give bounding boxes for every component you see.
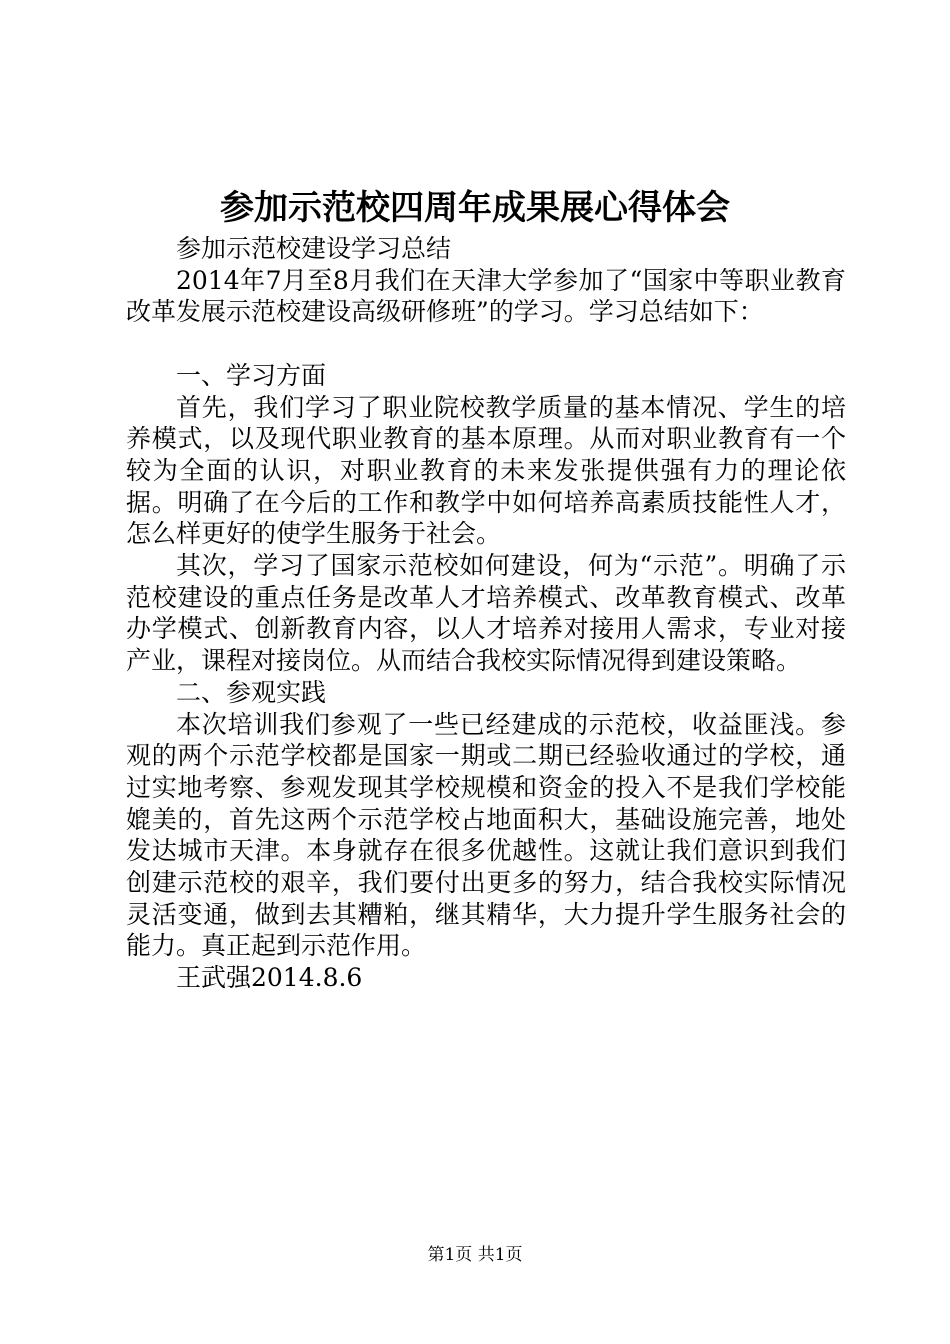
document-title: 参加示范校四周年成果展心得体会 xyxy=(220,188,730,228)
section-2-heading: 二、参观实践 xyxy=(176,677,327,707)
section-1-heading: 一、学习方面 xyxy=(176,360,327,390)
intro-paragraph: 2014年7月至8月我们在天津大学参加了“国家中等职业教育改革发展示范校建设高级研修班”的学习。学习总结如下： xyxy=(126,265,846,327)
section-1-paragraph-1: 首先，我们学习了职业院校教学质量的基本情况、学生的培养模式，以及现代职业教育的基本原理。从而对职业教育有一个较为全面的认识，对职业教育的未来发张提供强有力的理论依据。明确了在今后的工作和教学中如何培养高素质技能性人才，怎么样更好的使学生服务于社会。 xyxy=(126,392,846,549)
section-1-paragraph-2: 其次，学习了国家示范校如何建设，何为“示范”。明确了示范校建设的重点任务是改革人才培养模式、改革教育模式、改革办学模式、创新教育内容，以人才培养对接用人需求，专业对接产业，课程对接岗位。从而结合我校实际情况得到建设策略。 xyxy=(126,551,846,676)
page-footer: 第1页 共1页 xyxy=(427,1245,523,1265)
paragraph-spacer xyxy=(126,328,846,360)
subtitle-paragraph: 参加示范校建设学习总结 xyxy=(176,234,452,263)
document-body xyxy=(126,233,846,994)
signature-line: 王武强2014.8.6 xyxy=(176,963,363,993)
section-2-paragraph-1: 本次培训我们参观了一些已经建成的示范校，收益匪浅。参观的两个示范学校都是国家一期或二期已经验收通过的学校，通过实地考察、参观发现其学校规模和资金的投入不是我们学校能媲美的，首先这两个示范学校占地面积大，基础设施完善，地处发达城市天津。本身就存在很多优越性。这就让我们意识到我们创建示范校的艰辛，我们要付出更多的努力，结合我校实际情况灵活变通，做到去其糟粕，继其精华，大力提升学生服务社会的能力。真正起到示范作用。 xyxy=(126,709,846,961)
